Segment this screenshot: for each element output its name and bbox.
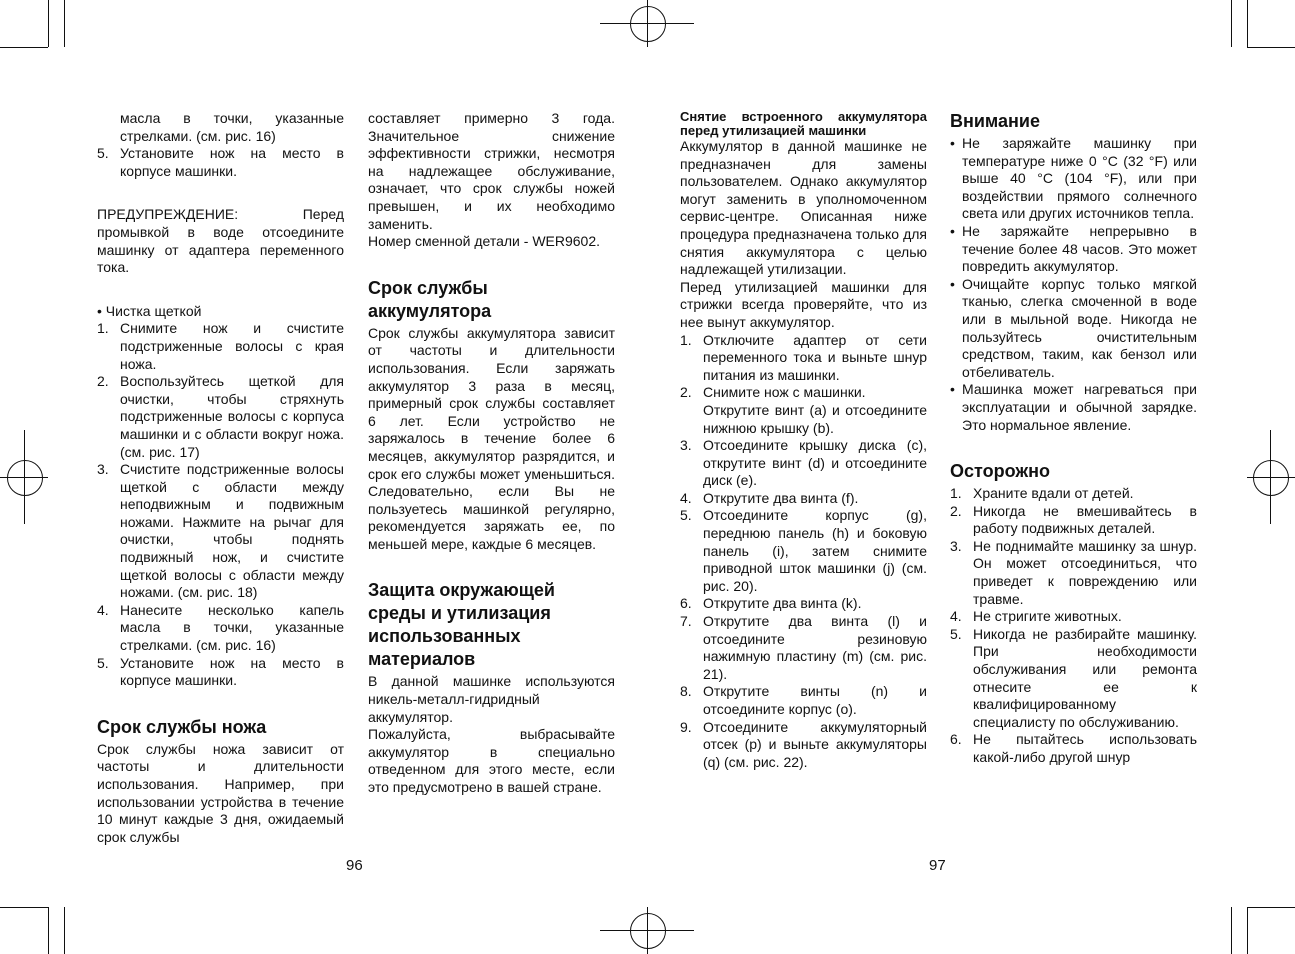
list-item: 2. Воспользуйтесь щеткой для очистки, чтобы стряхнуть подстриженные волосы с корпуса машинки и с области вокруг ножа. (см. рис. 17) [97, 373, 344, 460]
registration-circle-icon [630, 6, 666, 42]
list-item: Открутите винт (a) и отсоедините нижнюю крышку (b). [703, 401, 927, 436]
column-3 [680, 110, 927, 771]
section-heading: Внимание [950, 111, 1040, 131]
list-item: 6. Не пытайтесь использовать какой-либо другой шнур [950, 731, 1197, 765]
crop-mark [1247, 0, 1248, 47]
registration-circle-icon [7, 460, 43, 496]
registration-circle-icon [1253, 460, 1289, 496]
paragraph: Срок службы ножа зависит от частоты и длительности использования. Например, при использовании устройства в течение 10 минут каждые 3 дня, ожидаемый срок службы [97, 740, 344, 845]
paragraph: составляет примерно 3 года. Значительное снижение эффективности стрижки, несмотря на надлежащее обслуживание, означает, что срок службы ножей превышен, и их необходимо заменить. [368, 110, 615, 232]
crop-mark [0, 907, 48, 908]
paragraph: В данной машинке используются никель-металл-гидридный аккумулятор. [368, 673, 615, 725]
crop-mark [48, 0, 49, 47]
crop-mark [1247, 907, 1248, 954]
section-heading: Срок службы аккумулятора [368, 277, 492, 321]
section-heading: Снятие встроенного аккумулятора перед утилизацией машинки [680, 109, 927, 138]
list-item: 5. Отсоедините корпус (g), переднюю панель (h) и боковую панель (i), затем снимите приводной шток машинки (j) (см. рис. 20). [680, 507, 927, 594]
registration-circle-icon [630, 913, 666, 949]
list-item: 3. Счистите подстриженные волосы щеткой с области между неподвижным и подвижным ножами. Нажмите на рычаг для очистки, чтобы поднять подвижный нож, и счистите щеткой волосы с области между ножами. (см. рис. 18) [97, 461, 344, 601]
column-1 [97, 110, 344, 846]
list-item: 1. Храните вдали от детей. [950, 485, 1134, 502]
crop-mark [0, 47, 48, 48]
crop-mark [48, 907, 49, 954]
list-item: 8. Открутите винты (n) и отсоедините корпус (o). [680, 683, 927, 717]
paragraph: Аккумулятор в данной машинке не предназначен для замены пользователем. Однако аккумулятор могут заменить в уполномоченном сервис-центре. Описанная ниже процедура предназначена только для снятия аккумулятора с целью надлежащей утилизации. [680, 138, 927, 278]
list-item: • Очищайте корпус только мягкой тканью, слегка смоченной в воде или в мыльной воде. Никогда не пользуйтесь очистительным средством, таким, как бензол или отбеливатель. [950, 275, 1197, 380]
brush-cleaning-title: • Чистка щеткой [97, 302, 202, 319]
page-number: 96 [346, 857, 363, 874]
column-4 [950, 110, 1197, 767]
list-item: • Машинка может нагреваться при эксплуатации и обычной зарядке. Это нормальное явление. [950, 381, 1197, 433]
crop-mark [64, 0, 65, 47]
list-item: 9. Отсоедините аккумуляторный отсек (p) и выньте аккумуляторы (q) (см. рис. 22). [680, 718, 927, 770]
crop-mark [1247, 907, 1295, 908]
crop-mark [1247, 47, 1295, 48]
list-item: 4. Не стригите животных. [950, 608, 1122, 625]
list-item: • Не заряжайте непрерывно в течение более 48 часов. Это может повредить аккумулятор. [950, 222, 1197, 275]
column-2 [368, 110, 615, 797]
list-item: 4. Нанесите несколько капель масла в точки, указанные стрелками. (см. рис. 16) [97, 601, 344, 654]
part-number: Номер сменной детали - WER9602. [368, 233, 601, 250]
list-item: 6. Открутите два винта (k). [680, 595, 862, 612]
crop-mark [64, 907, 65, 954]
page-number: 97 [929, 857, 946, 874]
list-item: 3. Отсоедините крышку диска (c), открутите винт (d) и отсоедините диск (e). [680, 437, 927, 489]
list-item: 4. Открутите два винта (f). [680, 489, 859, 506]
paragraph: Пожалуйста, выбрасывайте аккумулятор в специально отведенном для этого месте, если это предусмотрено в вашей стране. [368, 726, 615, 796]
paragraph: масла в точки, указанные стрелками. (см. рис. 16) [120, 110, 344, 144]
crop-mark [1231, 907, 1232, 954]
list-item: 1. Снимите нож и счистите подстриженные волосы с края ножа. [97, 320, 344, 372]
list-item: 3. Не поднимайте машинку за шнур. Он может отсоединиться, что приведет к повреждению или травме. [950, 537, 1197, 607]
section-heading: Срок службы ножа [97, 716, 267, 737]
section-heading: Осторожно [950, 461, 1050, 482]
section-heading: Защита окружающей среды и утилизация использованных материалов [368, 580, 555, 670]
paragraph: Перед утилизацией машинки для стрижки всегда проверяйте, что из нее вынут аккумулятор. [680, 278, 927, 330]
list-item: 7. Открутите два винта (l) и отсоедините резиновую нажимную пластину (m) (см. рис. 21). [680, 613, 927, 682]
warning-text: ПРЕДУПРЕЖДЕНИЕ: Перед промывкой в воде отсоедините машинку от адаптера переменного тока. [97, 206, 344, 276]
crop-mark [1231, 0, 1232, 47]
list-item: 2. Никогда не вмешивайтесь в работу подвижных деталей. [950, 502, 1197, 537]
list-item: 2. Снимите нож с машинки. [680, 384, 866, 401]
paragraph: Срок службы аккумулятора зависит от частоты и длительности использования. Если заряжать аккумулятор 3 раза в месяц, примерный срок службы составляет 6 лет. Если устройство не заряжалось в течение более 6 месяцев, аккумулятор разрядится, и срок его службы может уменьшиться. Следовательно, если Вы не пользуетесь машинкой регулярно, рекомендуется заряжать ее, по меньшей мере, каждые 6 месяцев. [368, 324, 615, 552]
list-item: 1. Отключите адаптер от сети переменного тока и выньте шнур питания из машинки. [680, 331, 927, 383]
list-item: 5. Установите нож на место в корпусе машинки. [97, 654, 344, 689]
list-item: • Не заряжайте машинку при температуре ниже 0 °C (32 °F) или выше 40 °C (104 °F), или при воздействии прямого солнечного света или других источников тепла. [950, 135, 1197, 222]
list-item: 5. Никогда не разбирайте машинку. При необходимости обслуживания или ремонта отнесите ее к квалифицированному специалисту по обслуживанию. [950, 625, 1197, 730]
list-item: 5. Установите нож на место в корпусе машинки. [97, 145, 344, 179]
